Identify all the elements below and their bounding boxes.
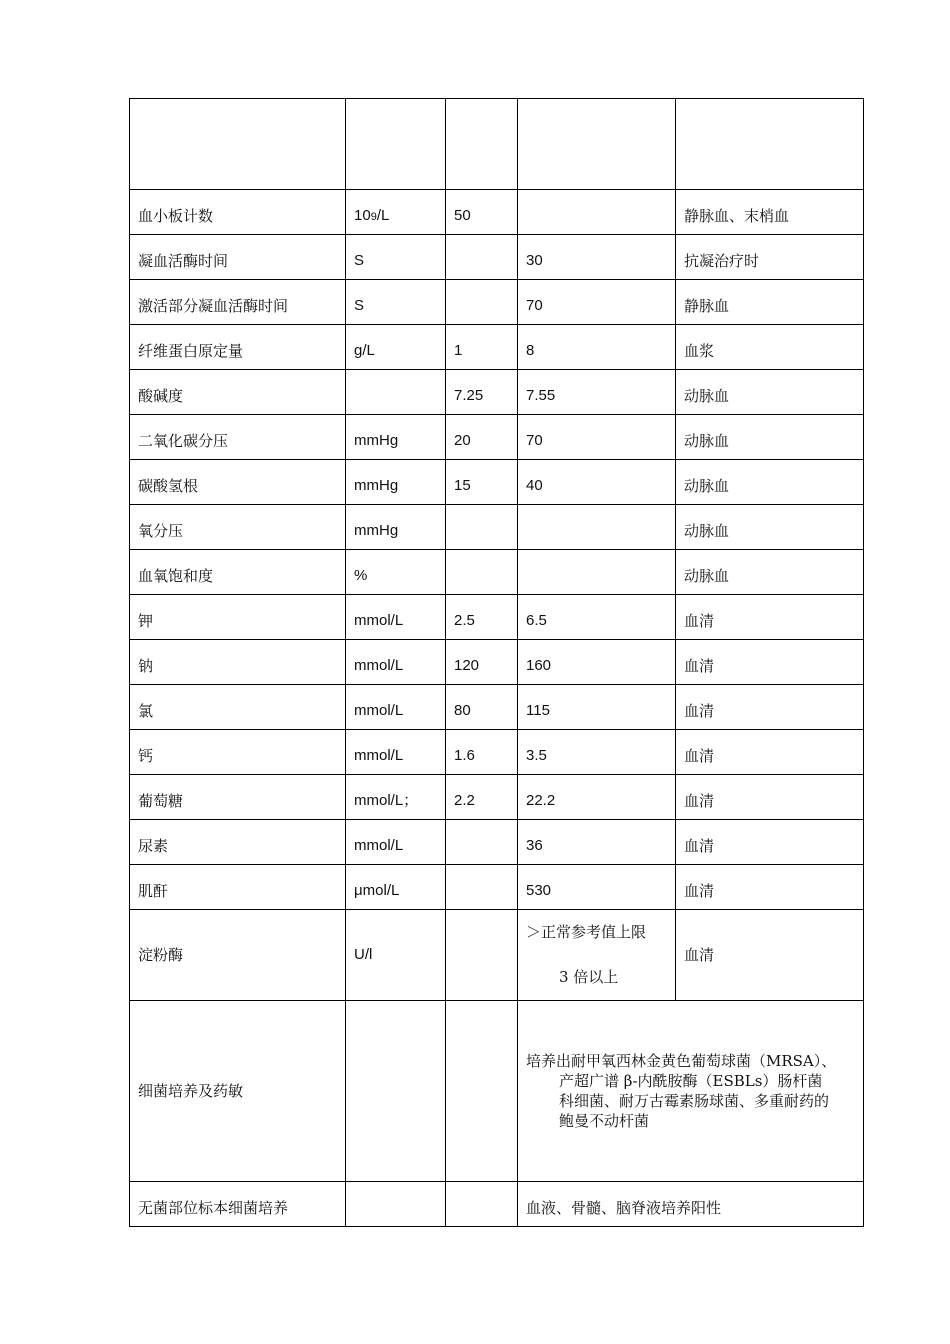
high-cell: 36 xyxy=(518,820,676,865)
unit-cell: mmol/L； xyxy=(346,775,446,820)
table-row-12 xyxy=(130,685,864,730)
table-row-5 xyxy=(130,370,864,415)
specimen-cell: 血清 xyxy=(676,775,864,820)
low-cell: 7.25 xyxy=(446,370,518,415)
low-cell: 80 xyxy=(446,685,518,730)
low-cell xyxy=(446,1001,518,1182)
low-cell xyxy=(446,235,518,280)
table-row-14 xyxy=(130,775,864,820)
high-cell: 115 xyxy=(518,685,676,730)
header-cell xyxy=(518,99,676,190)
header-cell xyxy=(130,99,346,190)
table-row-8 xyxy=(130,505,864,550)
high-cell: 22.2 xyxy=(518,775,676,820)
lab-critical-values-table xyxy=(129,98,864,1227)
high-line-1: ＞正常参考值上限 xyxy=(526,923,647,941)
item-cell: 葡萄糖 xyxy=(130,775,346,820)
item-cell: 碳酸氢根 xyxy=(130,460,346,505)
table-row-9 xyxy=(130,550,864,595)
table-row-6 xyxy=(130,415,864,460)
low-cell: 20 xyxy=(446,415,518,460)
low-cell: 15 xyxy=(446,460,518,505)
unit-cell: 109/L xyxy=(346,190,446,235)
item-cell: 淀粉酶 xyxy=(130,910,346,1001)
table-row-culture xyxy=(130,1001,864,1182)
item-cell: 肌酐 xyxy=(130,865,346,910)
specimen-cell: 静脉血、末梢血 xyxy=(676,190,864,235)
culture-result-cell xyxy=(518,1001,864,1182)
unit-cell: μmol/L xyxy=(346,865,446,910)
unit-cell xyxy=(346,1001,446,1182)
item-cell: 血小板计数 xyxy=(130,190,346,235)
high-cell: 160 xyxy=(518,640,676,685)
specimen-cell: 血浆 xyxy=(676,325,864,370)
unit-cell: S xyxy=(346,280,446,325)
unit-cell: S xyxy=(346,235,446,280)
low-cell xyxy=(446,865,518,910)
table-row-7 xyxy=(130,460,864,505)
high-cell: 3.5 xyxy=(518,730,676,775)
low-cell: 2.2 xyxy=(446,775,518,820)
specimen-cell: 血清 xyxy=(676,820,864,865)
table-row-4 xyxy=(130,325,864,370)
item-cell: 二氧化碳分压 xyxy=(130,415,346,460)
specimen-cell: 动脉血 xyxy=(676,460,864,505)
high-cell: 30 xyxy=(518,235,676,280)
header-cell xyxy=(346,99,446,190)
table-row-2 xyxy=(130,235,864,280)
table-row-10 xyxy=(130,595,864,640)
unit-exponent: 9 xyxy=(370,210,377,223)
specimen-cell: 血清 xyxy=(676,685,864,730)
specimen-cell: 血清 xyxy=(676,640,864,685)
unit-cell: mmol/L xyxy=(346,595,446,640)
culture-line-4: 鲍曼不动杆菌 xyxy=(559,1112,650,1130)
low-cell: 120 xyxy=(446,640,518,685)
low-cell: 50 xyxy=(446,190,518,235)
table-row-15 xyxy=(130,820,864,865)
item-cell: 细菌培养及药敏 xyxy=(130,1001,346,1182)
table-row-3 xyxy=(130,280,864,325)
table-row-sterile-culture xyxy=(130,1182,864,1227)
low-cell xyxy=(446,910,518,1001)
specimen-cell: 动脉血 xyxy=(676,370,864,415)
item-cell: 纤维蛋白原定量 xyxy=(130,325,346,370)
table-body xyxy=(130,99,864,1227)
table-row-1 xyxy=(130,190,864,235)
high-cell: 7.55 xyxy=(518,370,676,415)
unit-cell: % xyxy=(346,550,446,595)
header-cell xyxy=(676,99,864,190)
high-line-2: 3 倍以上 xyxy=(559,968,619,986)
high-cell xyxy=(518,550,676,595)
table-row-13 xyxy=(130,730,864,775)
low-cell: 1.6 xyxy=(446,730,518,775)
unit-cell xyxy=(346,1182,446,1227)
unit-cell: mmol/L xyxy=(346,685,446,730)
unit-cell: mmHg xyxy=(346,415,446,460)
unit-cell: U/l xyxy=(346,910,446,1001)
low-cell xyxy=(446,1182,518,1227)
header-row xyxy=(130,99,864,190)
item-cell: 尿素 xyxy=(130,820,346,865)
item-cell: 血氧饱和度 xyxy=(130,550,346,595)
high-cell: 70 xyxy=(518,415,676,460)
high-cell: 8 xyxy=(518,325,676,370)
low-cell xyxy=(446,280,518,325)
unit-cell: g/L xyxy=(346,325,446,370)
table-row-amylase xyxy=(130,910,864,1001)
specimen-cell: 动脉血 xyxy=(676,415,864,460)
item-cell: 酸碱度 xyxy=(130,370,346,415)
item-cell: 氧分压 xyxy=(130,505,346,550)
culture-line-1: 培养出耐甲氧西林金黄色葡萄球菌（MRSA）、 xyxy=(526,1052,837,1070)
item-cell: 钾 xyxy=(130,595,346,640)
low-cell: 2.5 xyxy=(446,595,518,640)
specimen-cell: 血清 xyxy=(676,910,864,1001)
item-cell: 钠 xyxy=(130,640,346,685)
specimen-cell: 抗凝治疗时 xyxy=(676,235,864,280)
high-cell xyxy=(518,910,676,1001)
high-cell: 40 xyxy=(518,460,676,505)
unit-cell xyxy=(346,370,446,415)
item-cell: 无菌部位标本细菌培养 xyxy=(130,1182,346,1227)
table-row-16 xyxy=(130,865,864,910)
high-cell: 6.5 xyxy=(518,595,676,640)
high-cell: 70 xyxy=(518,280,676,325)
high-cell: 530 xyxy=(518,865,676,910)
specimen-cell: 动脉血 xyxy=(676,550,864,595)
item-cell: 激活部分凝血活酶时间 xyxy=(130,280,346,325)
specimen-cell: 静脉血 xyxy=(676,280,864,325)
unit-cell: mmol/L xyxy=(346,820,446,865)
culture-line-2: 产超广谱 β-内酰胺酶（ESBLs）肠杆菌 xyxy=(559,1072,823,1090)
unit-cell: mmol/L xyxy=(346,640,446,685)
high-cell xyxy=(518,190,676,235)
unit-cell: mmol/L xyxy=(346,730,446,775)
specimen-cell: 血清 xyxy=(676,730,864,775)
high-cell xyxy=(518,505,676,550)
table-row-11 xyxy=(130,640,864,685)
low-cell: 1 xyxy=(446,325,518,370)
unit-cell: mmHg xyxy=(346,505,446,550)
header-cell xyxy=(446,99,518,190)
item-cell: 钙 xyxy=(130,730,346,775)
item-cell: 氯 xyxy=(130,685,346,730)
unit-cell: mmHg xyxy=(346,460,446,505)
low-cell xyxy=(446,505,518,550)
sterile-result-cell: 血液、骨髓、脑脊液培养阳性 xyxy=(518,1182,864,1227)
specimen-cell: 动脉血 xyxy=(676,505,864,550)
low-cell xyxy=(446,820,518,865)
specimen-cell: 血清 xyxy=(676,865,864,910)
item-cell: 凝血活酶时间 xyxy=(130,235,346,280)
low-cell xyxy=(446,550,518,595)
culture-line-3: 科细菌、耐万古霉素肠球菌、多重耐药的 xyxy=(559,1092,830,1110)
specimen-cell: 血清 xyxy=(676,595,864,640)
